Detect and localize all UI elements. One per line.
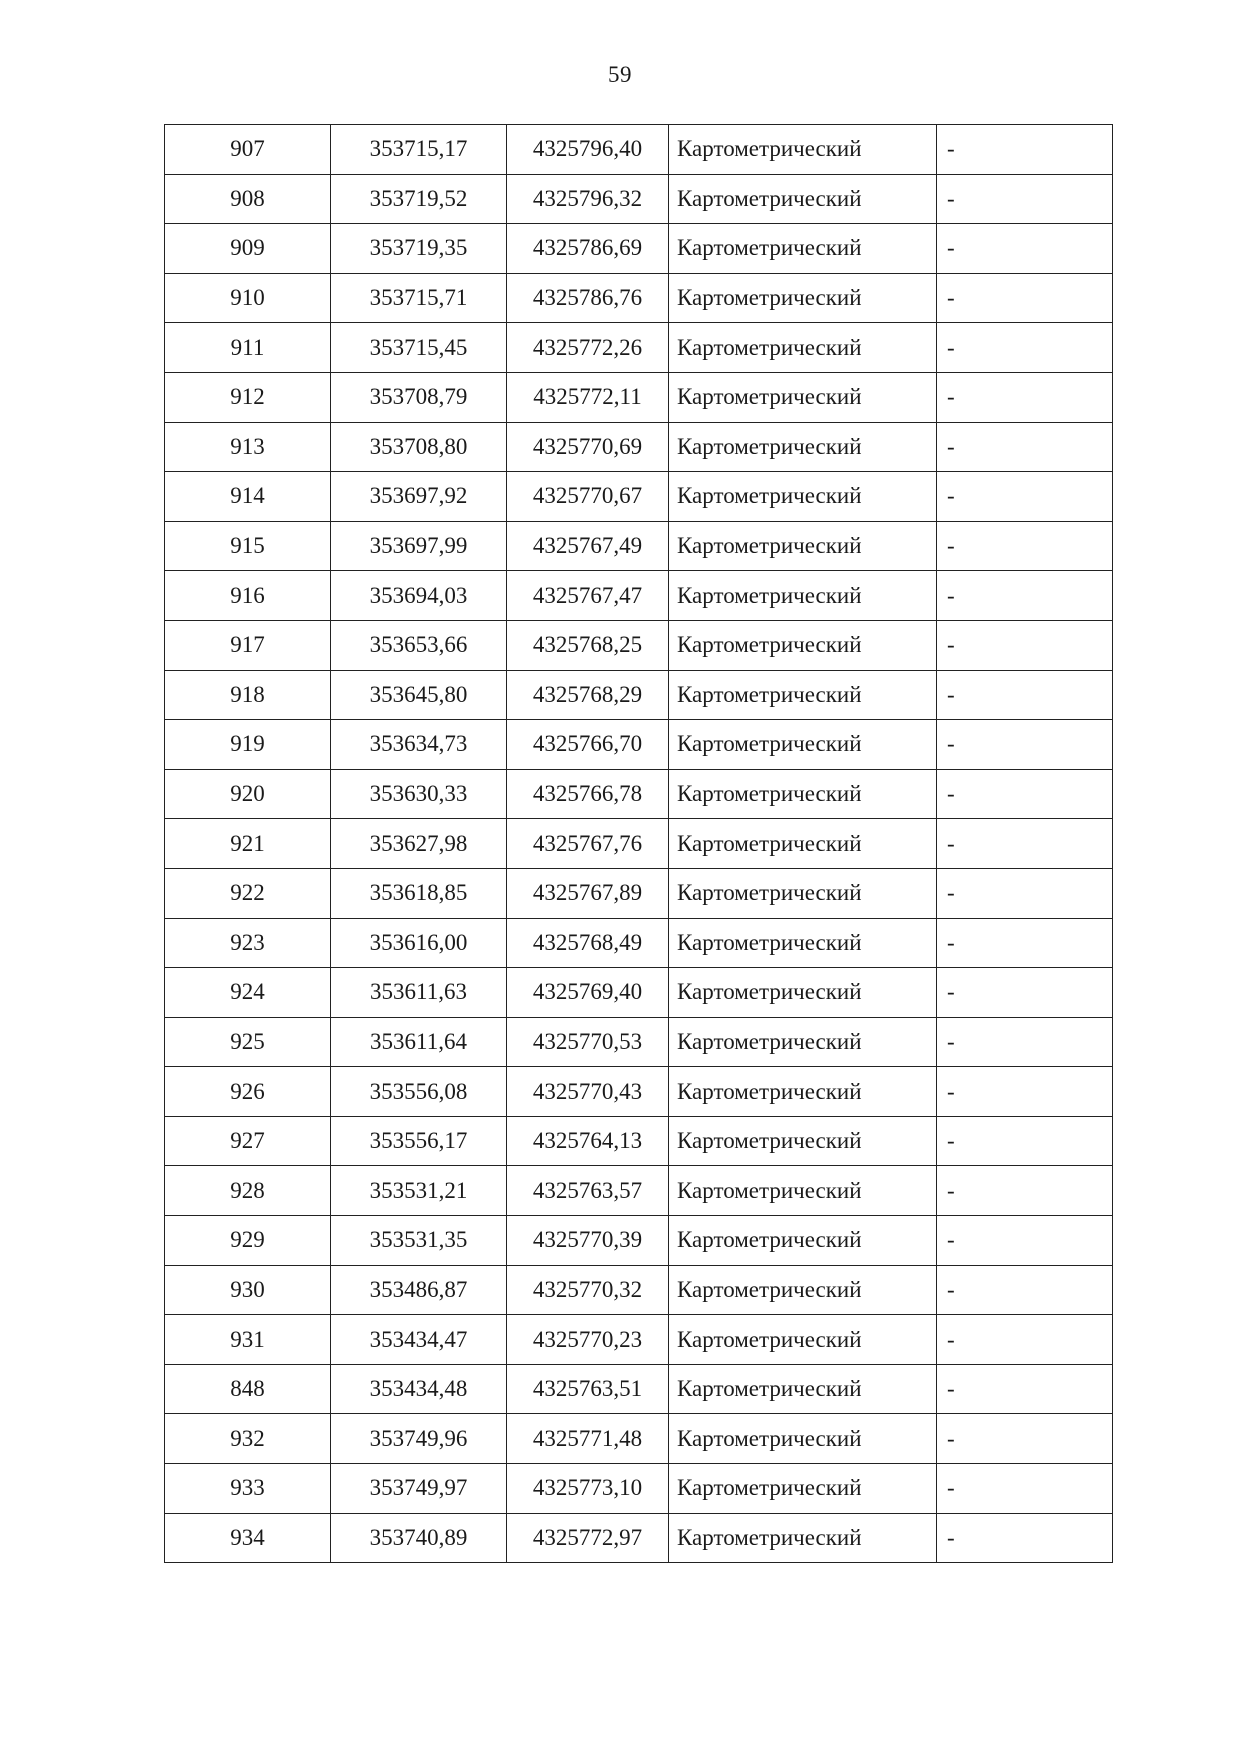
y-coordinate-cell: 4325766,78 — [507, 769, 669, 819]
point-number-cell: 914 — [165, 472, 331, 522]
method-cell: Картометрический — [669, 1265, 937, 1315]
y-coordinate-cell: 4325768,29 — [507, 670, 669, 720]
x-coordinate-cell: 353616,00 — [331, 918, 507, 968]
y-coordinate-cell: 4325786,69 — [507, 224, 669, 274]
x-coordinate-cell: 353715,17 — [331, 125, 507, 175]
accuracy-cell: - — [937, 422, 1113, 472]
accuracy-cell: - — [937, 273, 1113, 323]
accuracy-cell: - — [937, 1513, 1113, 1563]
table-row — [165, 1364, 1113, 1414]
accuracy-cell: - — [937, 968, 1113, 1018]
method-cell: Картометрический — [669, 174, 937, 224]
accuracy-cell: - — [937, 571, 1113, 621]
accuracy-cell: - — [937, 620, 1113, 670]
point-number-cell: 934 — [165, 1513, 331, 1563]
x-coordinate-cell: 353749,97 — [331, 1464, 507, 1514]
table-row — [165, 125, 1113, 175]
accuracy-cell: - — [937, 769, 1113, 819]
table-row — [165, 670, 1113, 720]
y-coordinate-cell: 4325772,11 — [507, 372, 669, 422]
x-coordinate-cell: 353653,66 — [331, 620, 507, 670]
table-row — [165, 1166, 1113, 1216]
point-number-cell: 926 — [165, 1067, 331, 1117]
method-cell: Картометрический — [669, 1513, 937, 1563]
coordinates-table-body — [165, 125, 1113, 1563]
method-cell: Картометрический — [669, 125, 937, 175]
method-cell: Картометрический — [669, 1414, 937, 1464]
y-coordinate-cell: 4325772,97 — [507, 1513, 669, 1563]
accuracy-cell: - — [937, 1067, 1113, 1117]
accuracy-cell: - — [937, 1216, 1113, 1266]
accuracy-cell: - — [937, 1464, 1113, 1514]
x-coordinate-cell: 353719,52 — [331, 174, 507, 224]
table-row — [165, 521, 1113, 571]
method-cell: Картометрический — [669, 224, 937, 274]
point-number-cell: 933 — [165, 1464, 331, 1514]
point-number-cell: 930 — [165, 1265, 331, 1315]
table-row — [165, 1464, 1113, 1514]
point-number-cell: 921 — [165, 819, 331, 869]
point-number-cell: 909 — [165, 224, 331, 274]
x-coordinate-cell: 353556,08 — [331, 1067, 507, 1117]
y-coordinate-cell: 4325763,51 — [507, 1364, 669, 1414]
point-number-cell: 910 — [165, 273, 331, 323]
accuracy-cell: - — [937, 1116, 1113, 1166]
method-cell: Картометрический — [669, 1216, 937, 1266]
y-coordinate-cell: 4325770,39 — [507, 1216, 669, 1266]
y-coordinate-cell: 4325766,70 — [507, 720, 669, 770]
table-row — [165, 620, 1113, 670]
method-cell: Картометрический — [669, 521, 937, 571]
table-row — [165, 472, 1113, 522]
y-coordinate-cell: 4325770,67 — [507, 472, 669, 522]
x-coordinate-cell: 353611,63 — [331, 968, 507, 1018]
x-coordinate-cell: 353556,17 — [331, 1116, 507, 1166]
method-cell: Картометрический — [669, 472, 937, 522]
x-coordinate-cell: 353694,03 — [331, 571, 507, 621]
y-coordinate-cell: 4325769,40 — [507, 968, 669, 1018]
point-number-cell: 928 — [165, 1166, 331, 1216]
table-row — [165, 1513, 1113, 1563]
point-number-cell: 920 — [165, 769, 331, 819]
x-coordinate-cell: 353486,87 — [331, 1265, 507, 1315]
x-coordinate-cell: 353708,79 — [331, 372, 507, 422]
y-coordinate-cell: 4325767,47 — [507, 571, 669, 621]
y-coordinate-cell: 4325770,32 — [507, 1265, 669, 1315]
table-row — [165, 819, 1113, 869]
accuracy-cell: - — [937, 224, 1113, 274]
point-number-cell: 927 — [165, 1116, 331, 1166]
accuracy-cell: - — [937, 521, 1113, 571]
y-coordinate-cell: 4325770,23 — [507, 1315, 669, 1365]
x-coordinate-cell: 353719,35 — [331, 224, 507, 274]
method-cell: Картометрический — [669, 868, 937, 918]
accuracy-cell: - — [937, 1017, 1113, 1067]
y-coordinate-cell: 4325772,26 — [507, 323, 669, 373]
method-cell: Картометрический — [669, 968, 937, 1018]
y-coordinate-cell: 4325768,25 — [507, 620, 669, 670]
table-row — [165, 174, 1113, 224]
x-coordinate-cell: 353715,71 — [331, 273, 507, 323]
x-coordinate-cell: 353531,21 — [331, 1166, 507, 1216]
point-number-cell: 916 — [165, 571, 331, 621]
method-cell: Картометрический — [669, 1166, 937, 1216]
x-coordinate-cell: 353697,99 — [331, 521, 507, 571]
y-coordinate-cell: 4325770,53 — [507, 1017, 669, 1067]
table-row — [165, 918, 1113, 968]
x-coordinate-cell: 353434,48 — [331, 1364, 507, 1414]
point-number-cell: 918 — [165, 670, 331, 720]
method-cell: Картометрический — [669, 323, 937, 373]
table-row — [165, 224, 1113, 274]
x-coordinate-cell: 353627,98 — [331, 819, 507, 869]
method-cell: Картометрический — [669, 571, 937, 621]
table-row — [165, 868, 1113, 918]
table-row — [165, 1116, 1113, 1166]
y-coordinate-cell: 4325786,76 — [507, 273, 669, 323]
accuracy-cell: - — [937, 1315, 1113, 1365]
x-coordinate-cell: 353634,73 — [331, 720, 507, 770]
accuracy-cell: - — [937, 472, 1113, 522]
point-number-cell: 911 — [165, 323, 331, 373]
point-number-cell: 919 — [165, 720, 331, 770]
point-number-cell: 929 — [165, 1216, 331, 1266]
y-coordinate-cell: 4325770,69 — [507, 422, 669, 472]
accuracy-cell: - — [937, 1364, 1113, 1414]
accuracy-cell: - — [937, 323, 1113, 373]
method-cell: Картометрический — [669, 620, 937, 670]
table-row — [165, 1017, 1113, 1067]
point-number-cell: 907 — [165, 125, 331, 175]
x-coordinate-cell: 353749,96 — [331, 1414, 507, 1464]
y-coordinate-cell: 4325763,57 — [507, 1166, 669, 1216]
accuracy-cell: - — [937, 125, 1113, 175]
page-number: 59 — [608, 62, 632, 87]
y-coordinate-cell: 4325770,43 — [507, 1067, 669, 1117]
x-coordinate-cell: 353715,45 — [331, 323, 507, 373]
accuracy-cell: - — [937, 1265, 1113, 1315]
method-cell: Картометрический — [669, 1017, 937, 1067]
accuracy-cell: - — [937, 1414, 1113, 1464]
x-coordinate-cell: 353618,85 — [331, 868, 507, 918]
accuracy-cell: - — [937, 918, 1113, 968]
accuracy-cell: - — [937, 819, 1113, 869]
method-cell: Картометрический — [669, 918, 937, 968]
y-coordinate-cell: 4325767,49 — [507, 521, 669, 571]
y-coordinate-cell: 4325764,13 — [507, 1116, 669, 1166]
table-row — [165, 769, 1113, 819]
accuracy-cell: - — [937, 868, 1113, 918]
point-number-cell: 915 — [165, 521, 331, 571]
table-row — [165, 968, 1113, 1018]
x-coordinate-cell: 353708,80 — [331, 422, 507, 472]
table-row — [165, 1315, 1113, 1365]
point-number-cell: 932 — [165, 1414, 331, 1464]
y-coordinate-cell: 4325796,40 — [507, 125, 669, 175]
accuracy-cell: - — [937, 372, 1113, 422]
method-cell: Картометрический — [669, 1067, 937, 1117]
method-cell: Картометрический — [669, 422, 937, 472]
method-cell: Картометрический — [669, 720, 937, 770]
point-number-cell: 848 — [165, 1364, 331, 1414]
point-number-cell: 923 — [165, 918, 331, 968]
x-coordinate-cell: 353434,47 — [331, 1315, 507, 1365]
method-cell: Картометрический — [669, 1116, 937, 1166]
x-coordinate-cell: 353611,64 — [331, 1017, 507, 1067]
table-row — [165, 1216, 1113, 1266]
table-row — [165, 571, 1113, 621]
table-row — [165, 1265, 1113, 1315]
point-number-cell: 908 — [165, 174, 331, 224]
method-cell: Картометрический — [669, 1464, 937, 1514]
table-row — [165, 372, 1113, 422]
point-number-cell: 922 — [165, 868, 331, 918]
coordinates-table — [164, 124, 1113, 1563]
table-row — [165, 422, 1113, 472]
method-cell: Картометрический — [669, 273, 937, 323]
table-row — [165, 1067, 1113, 1117]
accuracy-cell: - — [937, 1166, 1113, 1216]
accuracy-cell: - — [937, 720, 1113, 770]
method-cell: Картометрический — [669, 372, 937, 422]
method-cell: Картометрический — [669, 1364, 937, 1414]
point-number-cell: 925 — [165, 1017, 331, 1067]
x-coordinate-cell: 353531,35 — [331, 1216, 507, 1266]
method-cell: Картометрический — [669, 819, 937, 869]
table-row — [165, 720, 1113, 770]
point-number-cell: 917 — [165, 620, 331, 670]
x-coordinate-cell: 353645,80 — [331, 670, 507, 720]
y-coordinate-cell: 4325767,89 — [507, 868, 669, 918]
table-row — [165, 1414, 1113, 1464]
point-number-cell: 924 — [165, 968, 331, 1018]
accuracy-cell: - — [937, 670, 1113, 720]
table-row — [165, 273, 1113, 323]
x-coordinate-cell: 353697,92 — [331, 472, 507, 522]
method-cell: Картометрический — [669, 769, 937, 819]
y-coordinate-cell: 4325767,76 — [507, 819, 669, 869]
x-coordinate-cell: 353740,89 — [331, 1513, 507, 1563]
method-cell: Картометрический — [669, 1315, 937, 1365]
y-coordinate-cell: 4325796,32 — [507, 174, 669, 224]
point-number-cell: 912 — [165, 372, 331, 422]
table-row — [165, 323, 1113, 373]
method-cell: Картометрический — [669, 670, 937, 720]
point-number-cell: 913 — [165, 422, 331, 472]
y-coordinate-cell: 4325773,10 — [507, 1464, 669, 1514]
y-coordinate-cell: 4325771,48 — [507, 1414, 669, 1464]
accuracy-cell: - — [937, 174, 1113, 224]
y-coordinate-cell: 4325768,49 — [507, 918, 669, 968]
point-number-cell: 931 — [165, 1315, 331, 1365]
x-coordinate-cell: 353630,33 — [331, 769, 507, 819]
